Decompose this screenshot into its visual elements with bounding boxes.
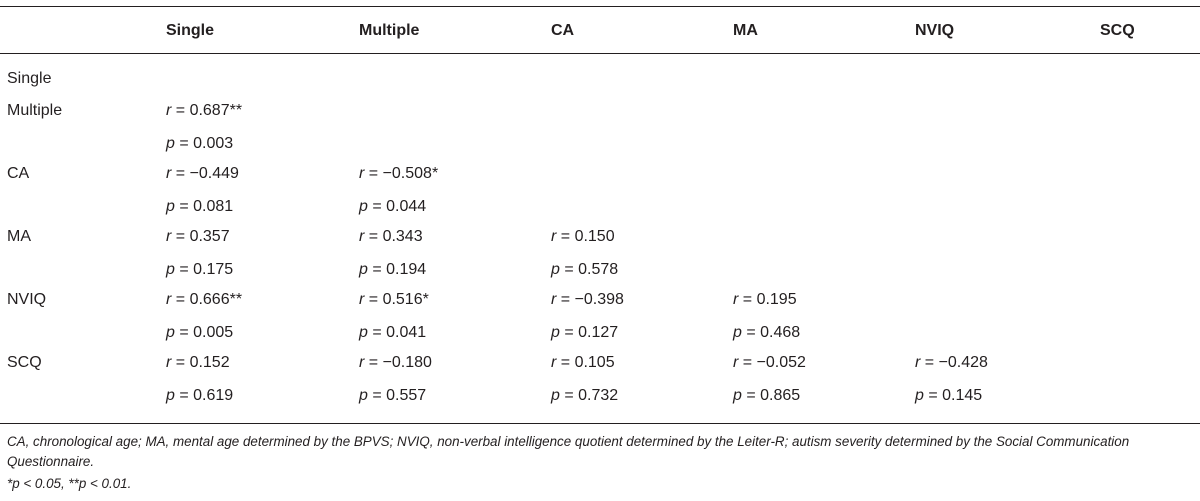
correlation-r-value: r = −0.052	[733, 354, 806, 371]
correlation-r-value: r = −0.508*	[359, 165, 439, 182]
column-header: NVIQ	[915, 22, 955, 39]
correlation-r-value: r = 0.195	[733, 291, 797, 308]
correlation-p-value: p = 0.732	[551, 387, 619, 404]
correlation-p-value: p = 0.557	[359, 387, 427, 404]
column-header: Multiple	[359, 22, 420, 39]
correlation-p-value: p = 0.003	[166, 135, 234, 152]
row-label: Single	[7, 70, 52, 87]
correlation-r-value: r = 0.687**	[166, 102, 243, 119]
column-header: CA	[551, 22, 575, 39]
row-label: Multiple	[7, 102, 63, 119]
correlation-p-value: p = 0.081	[166, 198, 234, 215]
table-header-rule	[0, 53, 1200, 54]
correlation-r-value: r = 0.152	[166, 354, 230, 371]
correlation-p-value: p = 0.044	[359, 198, 427, 215]
column-header: MA	[733, 22, 758, 39]
correlation-r-value: r = −0.180	[359, 354, 432, 371]
correlation-p-value: p = 0.127	[551, 324, 619, 341]
correlation-r-value: r = −0.398	[551, 291, 624, 308]
row-label: MA	[7, 228, 31, 245]
correlation-p-value: p = 0.194	[359, 261, 427, 278]
correlation-r-value: r = 0.105	[551, 354, 615, 371]
row-label: SCQ	[7, 354, 42, 371]
correlation-p-value: p = 0.145	[915, 387, 983, 404]
correlation-r-value: r = 0.150	[551, 228, 615, 245]
footnote-significance: *p < 0.05, **p < 0.01.	[7, 476, 132, 491]
correlation-r-value: r = 0.516*	[359, 291, 429, 308]
correlation-p-value: p = 0.041	[359, 324, 427, 341]
correlation-p-value: p = 0.005	[166, 324, 234, 341]
correlation-r-value: r = 0.343	[359, 228, 423, 245]
correlation-p-value: p = 0.468	[733, 324, 801, 341]
correlation-p-value: p = 0.865	[733, 387, 801, 404]
row-label: NVIQ	[7, 291, 47, 308]
column-header: Single	[166, 22, 215, 39]
table-top-rule	[0, 6, 1200, 7]
table-bottom-rule	[0, 423, 1200, 424]
correlation-p-value: p = 0.578	[551, 261, 619, 278]
column-header: SCQ	[1100, 22, 1135, 39]
correlation-r-value: r = −0.449	[166, 165, 239, 182]
correlation-p-value: p = 0.619	[166, 387, 234, 404]
correlation-r-value: r = 0.357	[166, 228, 230, 245]
correlation-r-value: r = 0.666**	[166, 291, 243, 308]
row-label: CA	[7, 165, 30, 182]
footnote-abbreviations: CA, chronological age; MA, mental age determined by the BPVS; NVIQ, non-verbal intelligence quotient determined by the Leiter-R; autism severity determined by the Social Communication Questionnaire.	[7, 434, 1130, 469]
correlation-p-value: p = 0.175	[166, 261, 234, 278]
correlation-r-value: r = −0.428	[915, 354, 988, 371]
